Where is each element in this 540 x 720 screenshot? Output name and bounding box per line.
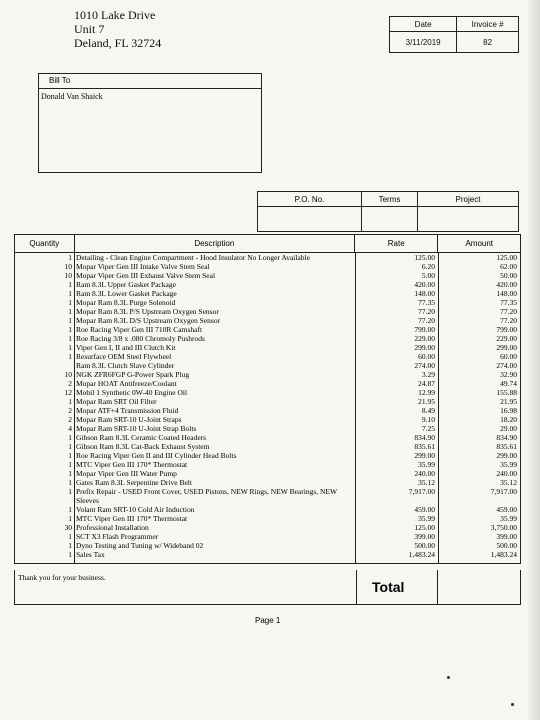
item-description (74, 397, 355, 406)
item-amount: 125.00 (496, 253, 517, 262)
item-amount: 77.20 (500, 307, 517, 316)
item-description (74, 424, 355, 433)
line-item-row (15, 397, 520, 406)
item-quantity: 1 (68, 316, 72, 325)
item-quantity: 2 (68, 415, 72, 424)
item-description-text: Dyno Testing and Tuning w/ Wideband 02 (76, 541, 204, 550)
terms-value (362, 207, 418, 232)
page-edge-shadow (526, 0, 540, 720)
item-quantity: 1 (68, 442, 72, 451)
item-amount: 299.00 (496, 343, 517, 352)
thank-you-note: Thank you for your business. (18, 573, 106, 582)
item-quantity: 1 (68, 433, 72, 442)
item-amount: 240.00 (496, 469, 517, 478)
item-quantity: 1 (68, 325, 72, 334)
item-description-text: Mopar Viper Gen III Intake Valve Stem Seal (76, 262, 210, 271)
line-item-row (15, 262, 520, 271)
line-item-row (15, 541, 520, 550)
item-rate: 9.10 (421, 415, 435, 424)
item-description-text: Gibson Ram 8.3L Ceramic Coated Headers (76, 433, 207, 442)
item-amount: 148.00 (496, 289, 517, 298)
item-rate: 799.00 (414, 325, 435, 334)
description-header: Description (74, 235, 354, 252)
bill-to-label: Bill To (39, 74, 261, 89)
line-item-row (15, 514, 520, 523)
item-description (74, 406, 355, 415)
item-description-text: Mopar HOAT Antifreeze/Coolant (76, 379, 177, 388)
item-description (74, 460, 355, 469)
item-quantity: 1 (68, 532, 72, 541)
item-description (74, 478, 355, 487)
address-line-3: Deland, FL 32724 (74, 36, 162, 50)
item-description (74, 541, 355, 550)
item-description (74, 388, 355, 397)
item-description-text: Mopar Ram SRT Oil Filter (76, 397, 157, 406)
item-rate: 77.20 (418, 316, 435, 325)
line-item-row (15, 478, 520, 487)
item-rate: 7.25 (421, 424, 435, 433)
line-item-row (15, 406, 520, 415)
item-description-text: Ram 8.3L Upper Gasket Package (76, 280, 176, 289)
item-amount: 49.74 (500, 379, 517, 388)
item-rate: 835.61 (414, 442, 435, 451)
item-quantity: 1 (68, 451, 72, 460)
item-description (74, 325, 355, 334)
item-description (74, 469, 355, 478)
item-quantity: 1 (68, 505, 72, 514)
item-rate: 60.00 (418, 352, 435, 361)
item-rate: 8.49 (421, 406, 435, 415)
item-description (74, 415, 355, 424)
column-divider (355, 253, 356, 563)
item-quantity: 1 (68, 460, 72, 469)
item-rate: 5.00 (421, 271, 435, 280)
item-amount: 1,483.24 (490, 550, 517, 559)
item-description (74, 433, 355, 442)
address-line-2: Unit 7 (74, 22, 105, 36)
item-amount: 155.88 (496, 388, 517, 397)
item-quantity: 1 (68, 397, 72, 406)
line-item-row (15, 334, 520, 343)
item-description (74, 523, 355, 532)
item-description (74, 307, 355, 316)
item-rate: 77.20 (418, 307, 435, 316)
item-quantity: 1 (68, 343, 72, 352)
item-amount: 3,750.00 (490, 523, 517, 532)
item-quantity: 1 (68, 289, 72, 298)
item-description (74, 271, 355, 280)
item-quantity: 1 (68, 352, 72, 361)
item-amount: 834.90 (496, 433, 517, 442)
item-amount: 299.00 (496, 451, 517, 460)
item-quantity: 1 (68, 550, 72, 559)
line-item-row (15, 352, 520, 361)
line-item-row (15, 532, 520, 541)
item-description-text: Volant Ram SRT-10 Cold Air Induction (76, 505, 195, 514)
column-divider (74, 253, 75, 563)
item-description-text: Detailing - Clean Engine Compartment - Hood Insulator No Longer Available (76, 253, 310, 262)
line-item-row (15, 379, 520, 388)
date-label: Date (390, 17, 457, 32)
line-item-row (15, 550, 520, 559)
line-item-row (15, 451, 520, 460)
item-amount: 35.12 (500, 478, 517, 487)
item-description-text: Mopar Ram SRT-10 U-Joint Straps (76, 415, 182, 424)
item-quantity: 1 (68, 469, 72, 478)
po-label: P.O. No. (258, 192, 362, 207)
item-amount: 50.00 (500, 271, 517, 280)
item-rate: 834.90 (414, 433, 435, 442)
line-item-row (15, 388, 520, 397)
item-amount: 16.98 (500, 406, 517, 415)
line-items-body (15, 253, 520, 563)
line-item-row (15, 370, 520, 379)
rows-bottom-padding (15, 559, 520, 563)
item-description-text: SCT X3 Flash Programmer (76, 532, 159, 541)
line-item-row (15, 307, 520, 316)
item-rate: 7,917.00 (408, 487, 435, 496)
item-quantity (15, 361, 74, 370)
item-quantity: 2 (68, 379, 72, 388)
item-rate: 35.99 (418, 514, 435, 523)
item-description (74, 280, 355, 289)
project-label: Project (418, 192, 519, 207)
line-item-row (15, 460, 520, 469)
item-description-text: Sales Tax (76, 550, 105, 559)
item-description-text: Mopar Ram 8.3L P/S Upstream Oxygen Sensor (76, 307, 219, 316)
item-rate: 3.29 (421, 370, 435, 379)
line-item-row (15, 361, 520, 370)
page-number: Page 1 (255, 616, 281, 625)
item-description-text: Mopar Ram 8.3L Purge Solenoid (76, 298, 176, 307)
item-amount: 799.00 (496, 325, 517, 334)
item-amount: 35.99 (500, 514, 517, 523)
item-amount: 18.20 (500, 415, 517, 424)
item-description (74, 334, 355, 343)
item-amount: 60.00 (500, 352, 517, 361)
item-quantity: 10 (64, 262, 72, 271)
item-description-text: NGK ZFR6FGP G-Power Spark Plug (76, 370, 190, 379)
item-rate: 229.00 (414, 334, 435, 343)
item-rate: 1,483.24 (408, 550, 435, 559)
item-rate: 12.99 (418, 388, 435, 397)
terms-label: Terms (362, 192, 418, 207)
item-quantity: 10 (64, 271, 72, 280)
line-item-row (15, 298, 520, 307)
item-description-text: Mobil 1 Synthetic 0W-40 Engine Oil (76, 388, 188, 397)
line-items-header (15, 235, 520, 253)
item-description (74, 289, 355, 298)
item-description (74, 379, 355, 388)
bill-to-name: Donald Van Shaick (41, 92, 103, 101)
item-description (74, 442, 355, 451)
item-description (74, 505, 355, 514)
line-item-row (15, 253, 520, 262)
item-description-text: Mopar Viper Gen III Water Pump (76, 469, 177, 478)
item-amount: 77.35 (500, 298, 517, 307)
line-item-row (15, 415, 520, 424)
item-amount: 420.00 (496, 280, 517, 289)
item-rate: 148.00 (414, 289, 435, 298)
item-description-text: Gibson Ram 8.3L Cat-Back Exhaust System (76, 442, 210, 451)
item-rate: 24.87 (418, 379, 435, 388)
project-value (418, 207, 519, 232)
item-description (74, 316, 355, 325)
item-description (74, 352, 355, 361)
item-amount: 459.00 (496, 505, 517, 514)
item-description (74, 253, 355, 262)
item-description-text: Roe Racing Viper Gen II and III Cylinder Head Bolts (76, 451, 237, 460)
item-quantity: 1 (68, 541, 72, 550)
item-rate: 125.00 (414, 253, 435, 262)
item-description (74, 451, 355, 460)
item-description-text: Roe Racing Viper Gen III 710R Camshaft (76, 325, 203, 334)
item-description-text: Gates Ram 8.3L Serpentine Drive Belt (76, 478, 192, 487)
column-divider (438, 253, 439, 563)
line-item-row (15, 469, 520, 478)
item-quantity: 10 (64, 370, 72, 379)
item-amount: 7,917.00 (490, 487, 517, 496)
item-description-text: Ram 8.3L Clutch Slave Cylinder (76, 361, 175, 370)
item-quantity: 1 (68, 478, 72, 487)
line-item-row (15, 505, 520, 514)
item-rate: 35.12 (418, 478, 435, 487)
rate-header: Rate (354, 235, 438, 252)
item-rate: 125.00 (414, 523, 435, 532)
po-terms-project-table (257, 191, 519, 232)
item-quantity: 1 (68, 307, 72, 316)
item-rate: 500.00 (414, 541, 435, 550)
item-rate: 240.00 (414, 469, 435, 478)
item-description (74, 532, 355, 541)
item-amount: 77.20 (500, 316, 517, 325)
item-description (74, 514, 355, 523)
item-quantity: 2 (68, 406, 72, 415)
item-rate: 459.00 (414, 505, 435, 514)
item-amount: 229.00 (496, 334, 517, 343)
speck-mark (447, 676, 450, 679)
line-item-row (15, 424, 520, 433)
item-description-text: Mopar ATF+4 Transmission Fluid (76, 406, 179, 415)
item-description-text: Mopar Viper Gen III Exhaust Valve Stem Seal (76, 271, 216, 280)
item-quantity: 1 (68, 298, 72, 307)
item-amount: 62.00 (500, 262, 517, 271)
invoice-number-label: Invoice # (457, 17, 519, 32)
item-description-text: MTC Viper Gen III 170* Thermostat (76, 460, 188, 469)
item-amount: 399.00 (496, 532, 517, 541)
item-description (74, 370, 355, 379)
company-address (74, 8, 161, 50)
invoice-footer (14, 570, 521, 605)
item-quantity: 1 (68, 280, 72, 289)
item-quantity: 1 (68, 334, 72, 343)
speck-mark (511, 703, 514, 706)
item-quantity: 1 (68, 487, 72, 496)
item-quantity: 1 (68, 253, 72, 262)
line-item-row (15, 289, 520, 298)
item-quantity: 4 (68, 424, 72, 433)
item-amount: 500.00 (496, 541, 517, 550)
item-quantity: 12 (64, 388, 72, 397)
item-description-text: Prefix Repair - USED Front Cover, USED Pistons, NEW Rings, NEW Bearings, NEW (76, 487, 338, 496)
line-item-row (15, 487, 520, 505)
item-description-text: Roe Racing 3/8 x .080 Chromoly Pushrods (76, 334, 205, 343)
line-item-row (15, 271, 520, 280)
item-rate: 21.95 (418, 397, 435, 406)
item-rate: 274.00 (414, 361, 435, 370)
item-rate: 399.00 (414, 532, 435, 541)
invoice-date: 3/11/2019 (390, 32, 457, 53)
item-description (74, 550, 355, 559)
quantity-header: Quantity (29, 239, 60, 248)
line-item-row (15, 325, 520, 334)
item-rate: 35.99 (418, 460, 435, 469)
item-description-text: Professional Installation (76, 523, 149, 532)
item-amount: 21.95 (500, 397, 517, 406)
item-description-text: Viper Gen I, II and III Clutch Kit (76, 343, 176, 352)
line-item-row (15, 442, 520, 451)
item-amount: 35.99 (500, 460, 517, 469)
item-description-text: Resurface OEM Steel Flywheel (76, 352, 172, 361)
item-amount: 274.00 (496, 361, 517, 370)
item-rate: 299.00 (414, 343, 435, 352)
item-description-text: Ram 8.3L Lower Gasket Package (76, 289, 177, 298)
item-description (74, 298, 355, 307)
item-description-text: MTC Viper Gen III 170* Thermostat (76, 514, 188, 523)
item-rate: 299.00 (414, 451, 435, 460)
item-description-text: Mopar Ram 8.3L D/S Upstream Oxygen Sensor (76, 316, 221, 325)
po-value (258, 207, 362, 232)
address-line-1: 1010 Lake Drive (74, 8, 156, 22)
total-label: Total (356, 570, 438, 604)
item-amount: 29.00 (500, 424, 517, 433)
line-item-row (15, 433, 520, 442)
bill-to-box (38, 73, 262, 173)
item-amount: 835.61 (496, 442, 517, 451)
line-item-row (15, 316, 520, 325)
line-items-table (14, 234, 521, 564)
item-description-continued: Sleeves (76, 496, 99, 505)
item-rate: 6.20 (421, 262, 435, 271)
item-description (74, 361, 355, 370)
item-description (74, 343, 355, 352)
item-description (74, 262, 355, 271)
item-description-text: Mopar Ram SRT-10 U-Joint Strap Bolts (76, 424, 197, 433)
item-rate: 77.35 (418, 298, 435, 307)
invoice-number: 82 (457, 32, 519, 53)
invoice-header-table (389, 16, 519, 53)
item-rate: 420.00 (414, 280, 435, 289)
amount-header: Amount (437, 235, 520, 252)
item-amount: 32.90 (500, 370, 517, 379)
item-quantity: 1 (68, 514, 72, 523)
line-item-row (15, 280, 520, 289)
item-quantity: 30 (64, 523, 72, 532)
line-item-row (15, 343, 520, 352)
item-description (74, 487, 355, 505)
line-item-row (15, 523, 520, 532)
